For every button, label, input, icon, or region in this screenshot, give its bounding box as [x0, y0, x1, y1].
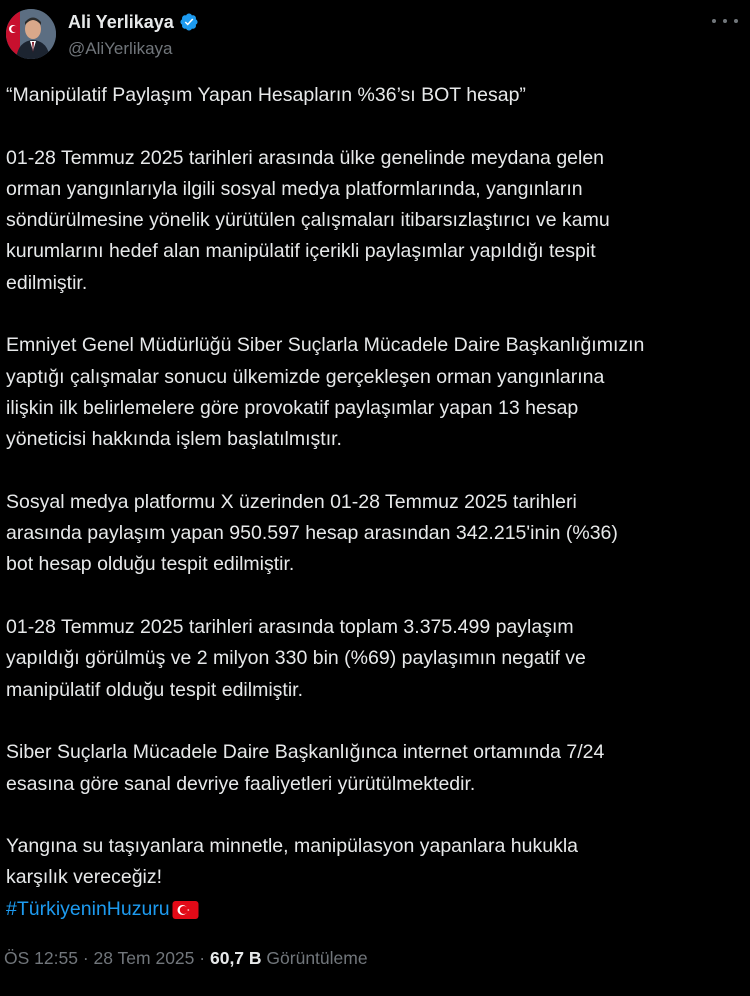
hashtag-line — [6, 894, 746, 925]
tweet-paragraph-headline: “Manipülatif Paylaşım Yapan Hesapların %36’sı BOT hesap” — [6, 84, 526, 106]
turkish-flag-icon — [172, 899, 199, 919]
more-options-icon[interactable] — [712, 14, 738, 28]
avatar[interactable] — [6, 9, 56, 59]
tweet-paragraph: 01-28 Temmuz 2025 tarihleri arasında toplam 3.375.499 paylaşım yapıldığı görülmüş ve 2 milyon 330 bin (%69) paylaşımın negatif ve manipülatif olduğu tespit edilmiştir. — [6, 616, 586, 701]
portrait-with-turkish-flag-icon — [6, 9, 56, 59]
tweet-header — [0, 0, 750, 70]
meta-separator: · — [82, 948, 89, 968]
tweet-meta — [4, 946, 368, 970]
tweet-date[interactable]: 28 Tem 2025 — [93, 948, 195, 968]
display-name[interactable]: Ali Yerlikaya — [68, 12, 174, 32]
verified-badge-icon[interactable] — [179, 12, 199, 32]
tweet-paragraph: Sosyal medya platformu X üzerinden 01-28 Temmuz 2025 tarihleri arasında paylaşım yapan 950.597 hesap arasından 342.215'inin (%36) bot hesap olduğu tespit edilmiştir. — [6, 490, 618, 576]
name-row — [68, 10, 199, 34]
views-label: Görüntüleme — [266, 948, 368, 968]
tweet-paragraph: Emniyet Genel Müdürlüğü Siber Suçlarla Mücadele Daire Başkanlığımızın yaptığı çalışmalar sonucu ülkemizde gerçekleşen orman yangınlarına ilişkin ilk belirlemelere göre provokatif paylaşımlar yapan 13 hesap yöneticisi hakkında işlem başlatılmıştır. — [6, 334, 645, 451]
views-count: 60,7 B — [209, 948, 262, 968]
author-info — [68, 10, 199, 60]
tweet-paragraph-closing: Yangına su taşıyanlara minnetle, manipülasyon yapanlara hukukla karşılık vereceğiz! — [6, 835, 578, 889]
tweet-text — [6, 80, 746, 925]
hashtag-link[interactable]: #TürkiyeninHuzuru — [6, 897, 170, 920]
tweet-paragraph: Siber Suçlarla Mücadele Daire Başkanlığınca internet ortamında 7/24 esasına göre sanal devriye faaliyetleri yürütülmektedir. — [6, 741, 605, 795]
tweet-time[interactable]: ÖS 12:55 — [4, 948, 78, 968]
tweet-paragraph: 01-28 Temmuz 2025 tarihleri arasında ülke genelinde meydana gelen orman yangınlarıyla ilgili sosyal medya platformlarında, yangınların söndürülmesine yönelik yürütülen çalışmaları itibarsızlaştırıcı ve kamu kurumlarını hedef alan manipülatif içerikli paylaşımlar yapıldığı tespit edilmiştir. — [6, 146, 610, 294]
meta-separator: · — [199, 948, 206, 968]
handle[interactable]: @AliYerlikaya — [68, 39, 173, 58]
